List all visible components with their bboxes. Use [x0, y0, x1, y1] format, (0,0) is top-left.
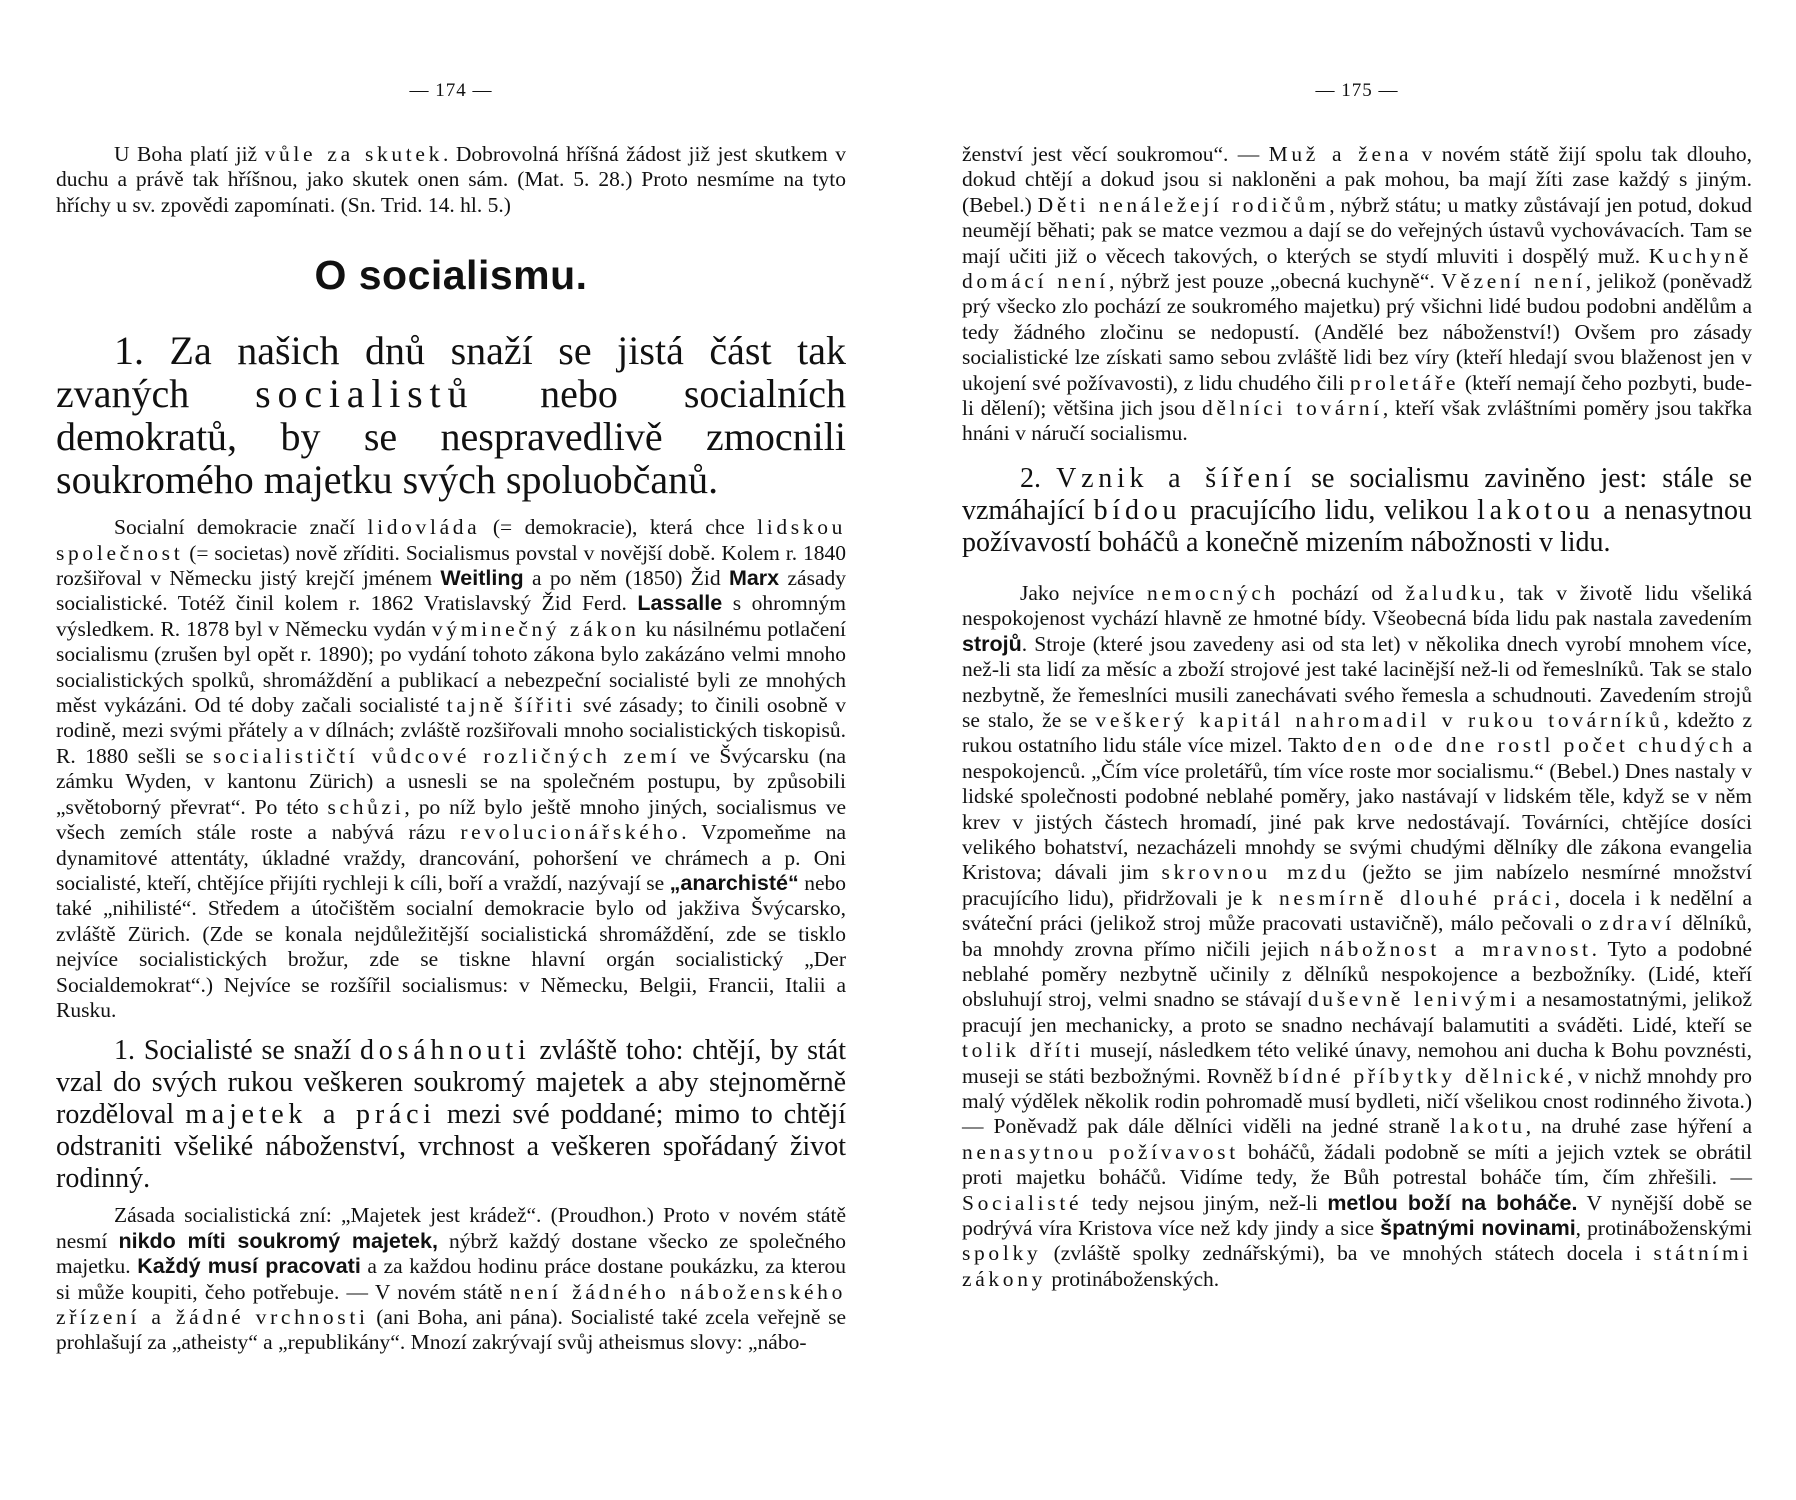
bold-emphasis: Každý musí pracovati [137, 1254, 361, 1279]
bold-term: strojů [962, 631, 1022, 656]
text-run: , jelikož (poněvadž prý všecko zlo pochází ze soukromého majetku) prý všichni lidé budou podobni andělům a tedy žádného zločinu se nedopustí. (Andělé bez náboženství!) Ovšem pro zásady socialistické lze získati samo sebou zvláště lidi bez víry (kteří hledají svou blaženost jen v ukojení své požívavosti), z lidu chudého čili [962, 269, 1752, 395]
text-run: dělníků, ba mnohdy zrovna přímo ničili jejich [962, 911, 1752, 961]
bold-name: Weitling [440, 566, 524, 591]
text-run: ženství jest věcí soukromou“. — [962, 142, 1269, 166]
spaced-emphasis: Vznik a šíření [1056, 462, 1296, 494]
text-run: nebo také „nihilisté“. Středem a útočištěm socialní demokracie bylo od jakživa Švýcarsko, zvláště Zürich. (Zde se konala nejdůležitější socialistická shromáždění, zde se tisklo nejvíce socialistických brožur, zde se tiskne hlavní orgán socialistický „Der Socialdemokrat“.) Nejvíce se rozšířil socialismus: v Německu, Belgii, Francii, Italii a Rusku. [56, 870, 846, 1022]
spaced-emphasis: nábožnost a mravnost [1319, 936, 1592, 961]
text-run: , protináboženskými [1575, 1216, 1752, 1241]
text-run: pochází od [1278, 580, 1406, 605]
text-run: a nenasytnou požívavostí boháčů a konečně mizením nábožnosti v lidu. [962, 494, 1752, 558]
spaced-emphasis: skrovnou mzdu [1161, 860, 1350, 885]
spaced-emphasis: dosáhnouti [360, 1035, 531, 1067]
principles-paragraph [56, 1203, 846, 1355]
spaced-emphasis: duševně lenivými [1307, 987, 1520, 1012]
spaced-emphasis: zdraví [1599, 911, 1675, 936]
spaced-emphasis: žaludku [1405, 580, 1500, 605]
spaced-emphasis: státními zákony [962, 1241, 1752, 1291]
intro-paragraph [56, 142, 846, 218]
text-run: a nesamostatnými, jelikož pracují jen mechanicky, a proto se snadno nechávají balamutiti a sváděti. Lidé, kteří se [962, 987, 1753, 1037]
spaced-emphasis: spolky [962, 1241, 1042, 1266]
spaced-emphasis: tajně [446, 693, 507, 718]
text-run: 1. Za našich dnů snaží se jistá část tak zvaných [56, 328, 846, 417]
spaced-emphasis: schůzi [327, 794, 405, 819]
text-run: . Dobrovolná hříšná žádost již jest skutkem v duchu a právě tak hříšnou, jako skutek onen sám. (Mat. 5. 28.) Proto nesmíme na tyto hříchy u sv. zpovědi zapomínati. (Sn. Trid. 14. hl. 5.) [56, 142, 846, 217]
page-number: — 175 — [1315, 80, 1399, 101]
text-run: ve Švýcarsku (na zámku Wyden, v kantonu Zürich) a usnesli se na společném postupu, by způsobili „světoborný převrat“. Po této [56, 743, 846, 819]
text-run: a po něm (1850) Žid [523, 566, 729, 591]
spaced-emphasis: výminečný zákon [431, 616, 640, 641]
text-run: (ježto se jim nabízelo nesmírné množství pracujícího lidu), přidržovali je [962, 860, 1752, 910]
spaced-emphasis: revolucionářského [460, 820, 682, 845]
text-run: tedy nejsou jiným, než-li [1082, 1190, 1328, 1215]
text-run: nýbrž každý dostane všecko ze společného majetku. [56, 1228, 847, 1279]
spaced-emphasis: bídné příbytky dělnické [1278, 1063, 1568, 1088]
bold-name: Lassalle [637, 591, 723, 616]
text-run: zvláště toho: chtějí, by stát vzal do svých rukou veškeren soukromý majetek a aby stejnoměrně rozděloval [56, 1035, 847, 1131]
text-run: , nýbrž jest pouze „obecná kuchyně“. [1108, 269, 1442, 294]
causes-paragraph [962, 581, 1752, 1292]
lead-statement-1 [56, 329, 846, 501]
text-run: (= demokracie), která chce [480, 515, 758, 540]
text-run: musejí, následkem této veliké únavy, nemohou ani ducha k Bohu povznésti, museji se státi bezbožnými. Rovněž [962, 1038, 1752, 1088]
right-page [962, 0, 1752, 1292]
left-page [56, 0, 846, 1356]
text-run: boháčů, žádali podobně se míti a jejich vztek se obrátil proti majetku boháčů. Vidíme tedy, že Bůh potrestal boháče tím, čím zhřešili. — [962, 1139, 1752, 1190]
text-run: , na druhé zase hýření a [1525, 1114, 1753, 1139]
spaced-emphasis: socialistů [255, 371, 475, 417]
text-run: , kdežto z rukou ostatního lidu stále více mizel. Takto [962, 707, 1752, 758]
spaced-emphasis: Socialisté [962, 1190, 1083, 1215]
spaced-emphasis: proletáře [1349, 370, 1460, 395]
spaced-emphasis: nenasytnou požívavost [962, 1139, 1239, 1164]
spaced-emphasis: majetek a práci [185, 1099, 436, 1131]
spaced-emphasis: nemocných [1146, 580, 1279, 605]
text-run: a nespokojenců. „Čím více proletářů, tím více roste mor socialismu.“ (Bebel.) Dnes nastaly v lidské společnosti podobné neblahé poměry, jako nastávají v lidském těle, když se v něm krev v jistých částech hromadí, jiné pak krve nedostávají. Továrníci, chtějíce dosíci velikého bohatství, nezacházeli mnohdy se svými chudými dělníky dle zákona evangelia Kristova; dávali jim [962, 733, 1752, 885]
text-run: protináboženských. [1046, 1266, 1220, 1291]
text-run: . Tyto a podobné neblahé poměry nezbytně učinily z dělníků nespokojence a bezbožníky. (Lidé, kteří obsluhují stroj, velmi snadno se stávají [962, 936, 1752, 1012]
spaced-emphasis: Kuchyně domácí není [962, 243, 1752, 294]
spaced-emphasis: k nesmírně dlouhé práci [1251, 885, 1555, 910]
spaced-emphasis: Muž a žena [1268, 142, 1413, 166]
page-number: — 174 — [409, 80, 493, 101]
text-run: mezi své poddané; mimo to chtějí odstraniti všeliké náboženství, vrchnost a veškeren spořádaný život rodinný. [56, 1099, 846, 1195]
text-run: (ani Boha, ani pána). Socialisté také zcela veřejně se prohlašují za „atheisty“ a „republikány“. Mnozí zakrývají svůj atheismus slovy: „nábo- [56, 1304, 847, 1355]
text-run: , v nichž mnohdy pro malý výdělek několik rodin pohromadě musí bydleti, ničí všelikou cnost rodinného života.) — Poněvadž pak dále dělníci viděli na jedné straně [962, 1063, 1753, 1139]
text-run: Socialní demokracie značí [114, 515, 368, 540]
chapter-title: O socialismu. [314, 252, 588, 299]
text-run: . Vzpomeňme na dynamitové attentáty, úkladné vraždy, drancování, pohoršení ve chrámech a p. Oni socialisté, kteří, chtějíce přijíti rychleji k cíli, boří a vraždí, nazývají se [56, 820, 846, 895]
new-state-paragraph [962, 142, 1752, 447]
text-run: , kteří však zvláštními poměry jsou takřka hnáni v náručí socialismu. [962, 396, 1752, 446]
bold-emphasis: nikdo míti soukromý majetek, [118, 1228, 438, 1253]
spaced-emphasis: bídou [1093, 494, 1182, 526]
text-run: Jako nejvíce [1020, 580, 1147, 605]
bold-name: Marx [728, 566, 780, 591]
spaced-emphasis: šířiti [514, 693, 576, 718]
spaced-emphasis: den ode dne rostl počet chudých [1342, 733, 1737, 758]
text-run: (kteří nemají čeho pozbyti, bude-li dělení); většina jich jsou [962, 370, 1752, 421]
spaced-emphasis: není žádného náboženského zřízení a žádné vrchnosti [56, 1279, 846, 1329]
text-run: v novém státě žijí spolu tak dlouho, dokud chtějí a dokud jsou si nakloněni a pak mohou, ba mají žíti zase každý s jiným. (Bebel.) [962, 142, 1752, 217]
spaced-emphasis: Vězení není [1441, 269, 1586, 294]
spaced-emphasis: socialističtí vůdcové rozličných zemí [212, 743, 681, 768]
spaced-emphasis: lakotou [1477, 494, 1595, 526]
lead-statement-2 [56, 1035, 846, 1195]
spaced-emphasis: veškerý kapitál nahromadil v rukou továrníků [1095, 707, 1664, 732]
spaced-emphasis: vůle za skutek [264, 142, 444, 166]
spaced-emphasis: dělníci tovární [1202, 396, 1383, 421]
spaced-emphasis: tolik dříti [962, 1038, 1084, 1063]
spaced-emphasis: Děti nenáležejí rodičům [1037, 192, 1330, 217]
text-run: zásady socialistické. Totéž činil kolem r. 1862 Vratislavský Žid Ferd. [56, 566, 846, 616]
bold-term: metlou boží na boháče. [1327, 1190, 1578, 1215]
bold-term: „anarchisté“ [669, 870, 799, 895]
text-run: U Boha platí již [114, 142, 265, 166]
text-run: Zásada socialistická zní: „Majetek jest krádež“. (Proudhon.) Proto v novém státě nesmí [56, 1203, 846, 1253]
spaced-emphasis: lidovláda [367, 515, 481, 540]
text-run: , nýbrž státu; u matky zůstávají jen potud, dokud neumějí běhati; pak se matce vezmou a dají se do veřejných ústavů vychovávacích. Tam se mají učiti již o věcech takových, o kterých se stydí mluviti i dospělý muž. [962, 192, 1752, 268]
bold-emphasis: špatnými novinami [1380, 1216, 1576, 1241]
lead-statement-3 [962, 463, 1752, 559]
text-run: s ohromným výsledkem. R. 1878 byl v Německu vydán [56, 591, 846, 641]
text-run: své zásady; to činili osobně v rodině, mezi svými přátely a v dílnách; zvláště rozšiřovali mnoho socialistických tiskopisů. R. 1880 sešli se [56, 693, 847, 768]
text-run: . Stroje (které jsou zavedeny asi od sta let) v několika dnech vyrobí mnohem více, než-li sta lidí za měsíc a zboží strojové jest také lacinější než-li od řemeslníků. Tak se stalo nezbytně, že řemeslníci musili zanechávati svého řemesla a schudnouti. Zavedením strojů se stalo, že se [962, 631, 1752, 732]
history-paragraph [56, 515, 846, 1023]
text-run: 1. Socialisté se snaží [114, 1035, 361, 1067]
text-run: pracujícího lidu, velikou [1181, 494, 1478, 526]
text-run: , tak v životě lidu všeliká nespokojenost vychází hlavně ze hmotné bídy. Všeobecná bída lidu pak nastala zavedením [962, 580, 1752, 631]
text-run: ku násilnému potlačení socialismu (zrušen byl opět r. 1890); po vydání tohoto zákona bylo zakázáno velmi mnoho socialistických spolků, shromáždění a publikací a nebezpeční socialisté byli ze mnohých měst vykázáni. Od té doby začali socialisté [56, 616, 846, 718]
text-run: a za každou hodinu práce dostane poukázku, za kterou si může koupiti, čeho potřebuje. — V novém státě [56, 1254, 847, 1304]
text-run: , docela i k nedělní a sváteční práci (jelikož stroj může pracovati ustavičně), málo pečovali o [962, 885, 1753, 936]
text-run: , po níž bylo ještě mnoho jiných, socialismus ve všech zemích stále roste a nabývá rázu [56, 794, 847, 845]
spaced-emphasis: lidskou společnost [56, 515, 847, 565]
text-run: (zvláště spolky zednářskými), ba ve mnohých státech docela i [1041, 1241, 1654, 1266]
spaced-emphasis: lakotu [1450, 1114, 1526, 1139]
text-run: (= societas) nově zříditi. Socialismus povstal v novější době. Kolem r. 1840 rozšiřoval v Německu jistý krejčí jménem [56, 540, 846, 591]
text-run: se socialismu zaviněno jest: stále se vzmáhající [962, 462, 1752, 526]
text-run: 2. [1020, 462, 1057, 494]
text-run: nebo socialních demokratů, by se nespravedlivě zmocnili soukromého majetku svých spoluobčanů. [56, 371, 846, 503]
text-run: V nynější době se podrývá víra Kristova více než kdy jindy a sice [962, 1190, 1752, 1241]
